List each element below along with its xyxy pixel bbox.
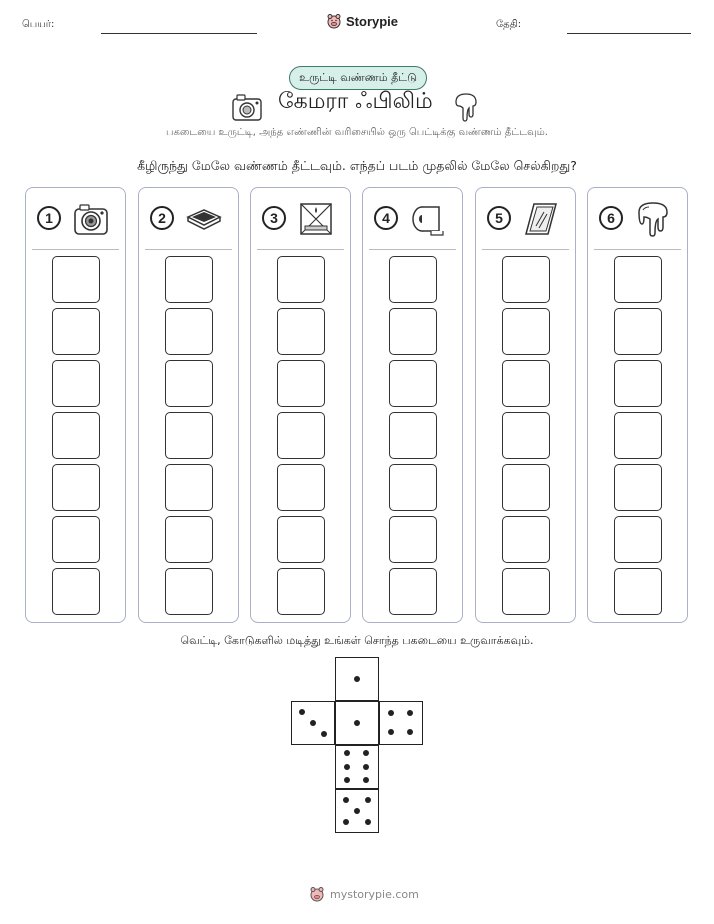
- color-box[interactable]: [52, 412, 100, 459]
- color-box[interactable]: [277, 412, 325, 459]
- logo: [326, 13, 398, 29]
- column-number: 2: [150, 206, 174, 230]
- color-box[interactable]: [502, 256, 550, 303]
- dice-pip: [343, 797, 349, 803]
- column-divider: [369, 249, 456, 250]
- color-box[interactable]: [52, 516, 100, 563]
- dice-pip: [321, 731, 327, 737]
- color-box[interactable]: [277, 308, 325, 355]
- color-box[interactable]: [389, 464, 437, 511]
- dripping-chemical-icon: [634, 200, 672, 238]
- color-box[interactable]: [614, 464, 662, 511]
- subtitle: பகடையை உருட்டி, அந்த எண்ணின் வரிசையில் ஒரு பெட்டிக்கு வண்ணம் தீட்டவும்.: [166, 127, 548, 138]
- darkroom-light-icon: [297, 200, 335, 238]
- dice-face-4: [379, 701, 423, 745]
- camera-icon: [72, 200, 110, 238]
- color-box[interactable]: [277, 360, 325, 407]
- color-box[interactable]: [389, 256, 437, 303]
- dice-pip: [363, 750, 369, 756]
- color-box[interactable]: [277, 568, 325, 615]
- track-column-5: [475, 187, 576, 623]
- column-divider: [32, 249, 119, 250]
- dice-pip: [388, 710, 394, 716]
- color-box[interactable]: [52, 464, 100, 511]
- dice-pip: [363, 777, 369, 783]
- color-box[interactable]: [614, 308, 662, 355]
- column-number: 6: [599, 206, 623, 230]
- date-line: [567, 33, 691, 34]
- color-box[interactable]: [502, 568, 550, 615]
- dice-pip: [299, 709, 305, 715]
- color-box[interactable]: [165, 568, 213, 615]
- color-box[interactable]: [614, 360, 662, 407]
- film-roll-icon: [409, 200, 447, 238]
- cut-instruction: வெட்டி, கோடுகளில் மடித்து உங்கள் சொந்த பகடையை உருவாக்கவும்.: [180, 634, 534, 647]
- dice-pip: [354, 808, 360, 814]
- column-divider: [482, 249, 569, 250]
- dice-pip: [310, 720, 316, 726]
- pig-icon: [309, 886, 325, 902]
- logo-text: Storypie: [346, 13, 399, 29]
- column-divider: [145, 249, 232, 250]
- color-box[interactable]: [52, 568, 100, 615]
- dice-pip: [388, 729, 394, 735]
- column-number: 1: [37, 206, 61, 230]
- color-box[interactable]: [502, 308, 550, 355]
- color-box[interactable]: [502, 464, 550, 511]
- color-box[interactable]: [389, 568, 437, 615]
- title-camera-icon: [231, 92, 263, 122]
- dice-pip: [344, 764, 350, 770]
- dice-face-6: [335, 745, 379, 789]
- color-box[interactable]: [277, 516, 325, 563]
- column-number: 5: [487, 206, 511, 230]
- color-box[interactable]: [52, 308, 100, 355]
- column-divider: [257, 249, 344, 250]
- page-title: கேமரா ஃபிலிம்: [278, 89, 433, 114]
- color-box[interactable]: [165, 308, 213, 355]
- track-column-1: [25, 187, 126, 623]
- column-number: 4: [374, 206, 398, 230]
- question: கீழிருந்து மேலே வண்ணம் தீட்டவும். எந்தப் படம் முதலில் மேலே செல்கிறது?: [137, 158, 577, 173]
- dice-pip: [365, 797, 371, 803]
- color-box[interactable]: [389, 360, 437, 407]
- name-label: பெயர்:: [22, 19, 55, 30]
- color-box[interactable]: [277, 256, 325, 303]
- track-column-2: [138, 187, 239, 623]
- dice-pip: [344, 777, 350, 783]
- color-box[interactable]: [389, 412, 437, 459]
- color-box[interactable]: [502, 412, 550, 459]
- column-divider: [594, 249, 681, 250]
- badge: உருட்டி வண்ணம் தீட்டு: [289, 66, 427, 90]
- column-number: 3: [262, 206, 286, 230]
- dice-pip: [365, 819, 371, 825]
- footer: [309, 886, 419, 902]
- dice-pip: [354, 720, 360, 726]
- color-box[interactable]: [165, 464, 213, 511]
- dice-pip: [343, 819, 349, 825]
- pig-icon: [326, 13, 342, 29]
- footer-site: mystorypie.com: [330, 887, 419, 901]
- dice-pip: [363, 764, 369, 770]
- color-box[interactable]: [165, 256, 213, 303]
- track-column-3: [250, 187, 351, 623]
- color-box[interactable]: [165, 360, 213, 407]
- color-box[interactable]: [614, 256, 662, 303]
- date-label: தேதி:: [496, 19, 522, 30]
- dice-face-1: [335, 701, 379, 745]
- dice-face-3: [291, 701, 335, 745]
- title-drip-icon: [453, 92, 479, 124]
- dice-pip: [407, 729, 413, 735]
- color-box[interactable]: [502, 360, 550, 407]
- track-column-6: [587, 187, 688, 623]
- color-box[interactable]: [277, 464, 325, 511]
- color-box[interactable]: [389, 516, 437, 563]
- name-line: [101, 33, 257, 34]
- dice-pip: [344, 750, 350, 756]
- color-box[interactable]: [614, 568, 662, 615]
- track-column-4: [362, 187, 463, 623]
- developing-tray-icon: [185, 200, 223, 238]
- color-box[interactable]: [165, 412, 213, 459]
- dice-face-5: [335, 789, 379, 833]
- color-box[interactable]: [52, 360, 100, 407]
- color-box[interactable]: [614, 412, 662, 459]
- color-box[interactable]: [52, 256, 100, 303]
- color-box[interactable]: [165, 516, 213, 563]
- dice-pip: [407, 710, 413, 716]
- dice-pip: [354, 676, 360, 682]
- color-box[interactable]: [502, 516, 550, 563]
- glass-plate-icon: [522, 200, 560, 238]
- color-box[interactable]: [389, 308, 437, 355]
- dice-face-1: [335, 657, 379, 701]
- color-box[interactable]: [614, 516, 662, 563]
